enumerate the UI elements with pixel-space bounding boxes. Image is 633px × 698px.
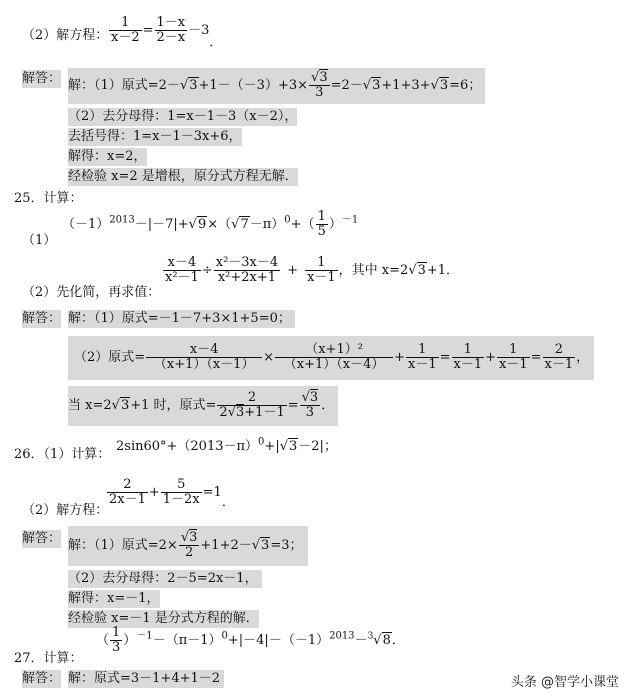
fraction: $\frac{1}{3}$ [112,625,121,655]
q24-ans-1: 解：（1）原式=2－√3+1－（－3）+3× $\frac{√3}{3}$ =2－√3+1+3+√3=6； [68,68,485,104]
q24-2-equation: $\frac{1}{x-2}$ = $\frac{1-x}{2-x}$ －3． [111,15,223,50]
fraction: $\frac{2}{2√3+1-1}$ [219,390,285,420]
q25-1-label: （1） [22,233,57,248]
q26-2-prefix: （2）解方程： [22,503,109,518]
fraction: $\frac{\text{x²－3x－4}}{\text{x²+2x+1}}$ [215,255,279,285]
q27-expression: （ $\frac{1}{3}$ ）$^{-1}-(\pi-1)^0+|-4|-(-1)^{2013}-^3√8$． [96,625,405,655]
q26-ans-4: 经检验 x=－1 是分式方程的解． [68,611,259,626]
q24-ans-3: 去括号得：1=x－1－3x+6， [68,129,242,144]
q27-ans-1: 解：原式=3－1+4+1－2 [68,670,224,688]
fraction: $\frac{1}{x-1}$ [407,342,437,372]
fraction: $\frac{1}{5}$ [317,209,326,239]
fraction: $\frac{2}{x-1}$ [544,342,574,372]
q26-2-equation: $\frac{2}{2x-1}$ + $\frac{5}{1-2x}$ =1． [109,477,235,510]
q24-ans-5: 经检验 x=2 是增根，原分式方程无解． [68,169,298,184]
q25-ans-2: （2）原式= $\frac{x-4}{(x+1)(x-1)}$ × $\frac{\text{（x+1）²}}{(x+1)(x-4)}$ + $\frac{1}{x-1}$ = $\frac{1}{x-1}$ + $\frac{1}{x-1}$ = $\frac{2}{x-1}$ ， [68,336,594,380]
q25-ans-1: 解：（1）原式=－1－7+3×1+5=0； [68,310,295,328]
fraction: $\frac{√3}{3}$ [311,70,328,100]
q26-ans-3: 解得：x=－1， [68,591,160,606]
fraction: $\frac{1}{x-1}$ [307,255,336,285]
q25-2-expression: $\frac{x-4}{\text{x²－1}}$ ÷ $\frac{\text{x²－3x－4}}{\text{x²+2x+1}}$ + $\frac{1}{x-1}$ ，其中 x=2√3+1． [165,255,460,285]
fraction: $\frac{√3}{2}$ [180,530,198,560]
fraction: $\frac{2}{2x-1}$ [109,477,146,507]
fraction: $\frac{1}{x-2}$ [111,15,140,45]
fraction: $\frac{x-4}{\text{x²－1}}$ [165,255,199,285]
q24-ans-2: （2）去分母得：1=x－1－3（x－2）， [68,109,298,124]
answer-label: 解答： [22,71,62,86]
q24-ans-4: 解得：x=2， [68,149,147,164]
answer-label: 解答： [22,531,62,546]
fraction: $\frac{5}{1-2x}$ [162,477,200,507]
q25-2-prefix: （2）先化简，再求值： [22,285,161,300]
q25-title: 25．计算： [14,191,83,206]
q26-1-expression: $2\sin 60^\circ+(2013-\pi)^0+|√3-2|$； [116,436,337,454]
fraction: $\frac{√3}{3}$ [301,390,319,420]
q25-1-expression: $(-1)^{2013}-|-7|+√9\times(√7-\pi)^0+$（ $\frac{1}{5}$ ）$^{-1}$ [62,209,359,239]
q25-ans-3: 当 x=2√3+1 时，原式= $\frac{2}{2√3+1-1}$ = $\frac{√3}{3}$ ． [68,386,338,426]
answer-label: 解答： [22,671,62,686]
fraction: $\frac{x-4}{(x+1)(x-1)}$ [146,343,262,372]
fraction: $\frac{\text{（x+1）²}}{(x+1)(x-4)}$ [275,343,393,372]
q24-2-line [22,18,108,54]
answer-label: 解答： [22,311,62,326]
fraction: $\frac{1}{x-1}$ [499,342,528,372]
q26-ans-1: 解：（1）原式=2× $\frac{√3}{2}$ +1+2－√3=3； [68,526,308,566]
q27-title: 27．计算： [14,651,83,666]
q26-1-prefix: 26．（1）计算： [14,447,111,462]
watermark: 头条 @智学小课堂 [510,675,619,690]
fraction: $\frac{1-x}{2-x}$ [156,15,186,45]
q24-2-prefix: （2）解方程： [22,28,109,43]
q26-ans-2: （2）去分母得：2－5=2x－1， [68,570,262,588]
fraction: $\frac{1}{x-1}$ [453,342,483,372]
